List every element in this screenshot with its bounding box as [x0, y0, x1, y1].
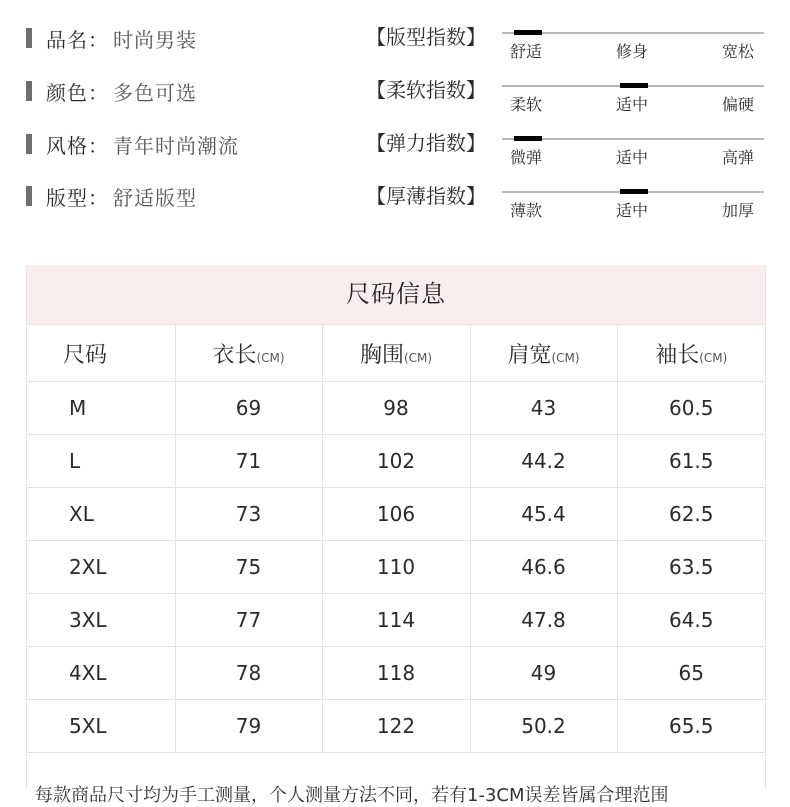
attribute-value: 多色可选 — [113, 80, 197, 105]
column-header-size — [27, 325, 175, 382]
scale-label-mid: 适中 — [616, 201, 649, 220]
scale-selected-marker — [620, 189, 648, 194]
index-scale-fit — [502, 32, 764, 68]
column-header-label: 肩宽 — [507, 342, 552, 368]
scale-label-low: 薄款 — [510, 201, 543, 220]
column-unit: (CM) — [403, 350, 433, 365]
cell-size: M — [27, 382, 175, 435]
index-scale-thickness — [502, 191, 764, 227]
table-row — [27, 647, 765, 700]
scale-selected-marker — [514, 136, 542, 141]
measurement-note: 每款商品尺寸均为手工测量，个人测量方法不同，若有1-3CM误差皆属合理范围 — [35, 785, 669, 806]
attribute-row-color — [26, 76, 197, 106]
cell-chest: 106 — [322, 488, 470, 541]
cell-chest: 98 — [322, 382, 470, 435]
attribute-marker — [26, 81, 32, 101]
index-scale-elasticity — [502, 138, 764, 174]
index-label-elasticity: 【弹力指数】 — [366, 131, 486, 155]
cell-size: L — [27, 435, 175, 488]
column-header-label: 尺码 — [63, 342, 108, 368]
cell-length: 71 — [175, 435, 322, 488]
attribute-marker — [26, 186, 32, 206]
attribute-marker — [26, 28, 32, 48]
table-row — [27, 488, 765, 541]
scale-label-low: 微弹 — [510, 148, 543, 167]
column-unit: (CM) — [699, 350, 728, 365]
scale-label-high: 加厚 — [722, 201, 755, 220]
cell-length: 69 — [175, 382, 322, 435]
cell-chest: 102 — [322, 435, 470, 488]
index-label-fit: 【版型指数】 — [366, 25, 486, 49]
scale-label-high: 偏硬 — [722, 95, 755, 114]
table-row — [27, 700, 765, 753]
table-row — [27, 435, 765, 488]
cell-shoulder: 45.4 — [470, 488, 617, 541]
size-info-title: 尺码信息 — [27, 265, 765, 324]
index-scale-softness — [502, 85, 764, 121]
cell-sleeve: 64.5 — [617, 594, 765, 647]
column-header-label: 袖长 — [655, 342, 700, 368]
cell-size: 4XL — [27, 647, 175, 700]
attribute-row-fit — [26, 181, 197, 211]
column-unit: (CM) — [256, 350, 285, 365]
scale-label-high: 宽松 — [722, 42, 755, 61]
table-row — [27, 594, 765, 647]
column-unit: (CM) — [551, 350, 580, 365]
attribute-key: 颜色： — [46, 80, 109, 105]
cell-chest: 110 — [322, 541, 470, 594]
cell-size: 3XL — [27, 594, 175, 647]
cell-chest: 122 — [322, 700, 470, 753]
attribute-key: 风格： — [46, 133, 109, 158]
cell-chest: 114 — [322, 594, 470, 647]
cell-size: 2XL — [27, 541, 175, 594]
cell-shoulder: 50.2 — [470, 700, 617, 753]
cell-size: 5XL — [27, 700, 175, 753]
table-row — [27, 382, 765, 435]
size-info-panel — [26, 265, 766, 806]
cell-shoulder: 49 — [470, 647, 617, 700]
scale-selected-marker — [620, 83, 648, 88]
column-header-chest — [322, 325, 470, 382]
column-header-sleeve — [617, 325, 765, 382]
scale-label-high: 高弹 — [722, 148, 755, 167]
cell-length: 73 — [175, 488, 322, 541]
scale-label-mid: 修身 — [616, 42, 649, 61]
cell-sleeve: 63.5 — [617, 541, 765, 594]
attribute-row-style — [26, 129, 239, 159]
attribute-value: 时尚男装 — [113, 27, 197, 52]
size-table-header-row — [27, 325, 765, 382]
cell-sleeve: 60.5 — [617, 382, 765, 435]
scale-selected-marker — [514, 30, 542, 35]
column-header-label: 胸围 — [359, 342, 404, 368]
cell-shoulder: 44.2 — [470, 435, 617, 488]
cell-sleeve: 65 — [617, 647, 765, 700]
cell-shoulder: 47.8 — [470, 594, 617, 647]
scale-label-low: 柔软 — [510, 95, 543, 114]
table-row — [27, 541, 765, 594]
size-table — [27, 324, 765, 753]
cell-length: 78 — [175, 647, 322, 700]
cell-shoulder: 43 — [470, 382, 617, 435]
cell-length: 79 — [175, 700, 322, 753]
cell-length: 75 — [175, 541, 322, 594]
cell-chest: 118 — [322, 647, 470, 700]
column-header-length — [175, 325, 322, 382]
cell-sleeve: 62.5 — [617, 488, 765, 541]
cell-sleeve: 61.5 — [617, 435, 765, 488]
attribute-key: 版型： — [46, 185, 109, 210]
attribute-value: 舒适版型 — [113, 185, 197, 210]
scale-label-mid: 适中 — [616, 148, 649, 167]
cell-size: XL — [27, 488, 175, 541]
attribute-key: 品名： — [46, 27, 109, 52]
scale-label-mid: 适中 — [616, 95, 649, 114]
scale-label-low: 舒适 — [510, 42, 543, 61]
cell-sleeve: 65.5 — [617, 700, 765, 753]
index-label-softness: 【柔软指数】 — [366, 78, 486, 102]
cell-shoulder: 46.6 — [470, 541, 617, 594]
attribute-row-name — [26, 23, 197, 53]
index-label-thickness: 【厚薄指数】 — [366, 184, 486, 208]
column-header-shoulder — [470, 325, 617, 382]
attribute-marker — [26, 134, 32, 154]
attribute-value: 青年时尚潮流 — [113, 133, 239, 158]
column-header-label: 衣长 — [212, 342, 257, 368]
cell-length: 77 — [175, 594, 322, 647]
